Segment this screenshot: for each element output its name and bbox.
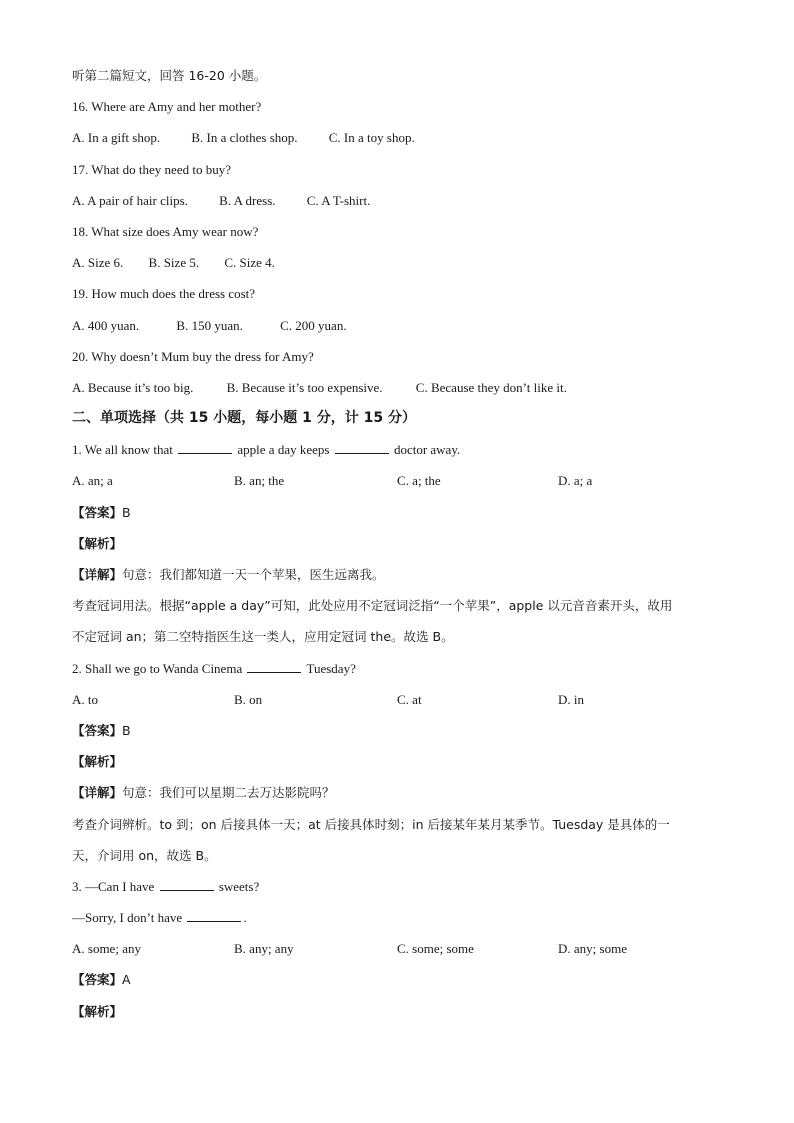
question-text: —Sorry, I don’t have [72,910,183,926]
answer-blank [335,443,389,454]
answer-line-2 [72,719,732,750]
answer-blank [160,880,214,891]
analysis-label: 【解析】 [72,535,123,551]
option-c: C. at [397,691,422,707]
answer-value: B [122,722,131,738]
detail-label: 【详解】 [72,567,123,582]
options-16 [72,126,732,157]
detail-line-1 [72,563,732,594]
option-a: A. Because it’s too big. [72,379,194,395]
options-18 [72,251,732,282]
question-text: 2. Shall we go to Wanda Cinema [72,660,243,676]
question-text: apple a day keeps [237,442,330,458]
detail-label: 【详解】 [72,785,123,801]
option-b: B. any; any [234,941,294,957]
explanation-1-line-1: 考查冠词用法。根据“apple a day”可知，此处应用不定冠词泛指“一个苹果”，apple 以元音音素开头，故用 [72,598,673,614]
option-d: D. a; a [558,473,593,489]
question-17: 17. What do they need to buy? [72,161,231,177]
question-text: 1. We all know that [72,442,173,458]
option-b: B. an; the [234,473,285,489]
answer-line-1 [72,501,732,532]
option-a: A. 400 yuan. [72,317,140,333]
option-a: A. In a gift shop. [72,130,161,146]
option-d: D. in [558,691,584,707]
analysis-label: 【解析】 [72,1003,123,1019]
mc-question-3-line-1 [72,875,732,906]
options-19 [72,314,732,345]
option-b: B. Size 5. [148,255,200,271]
question-20: 20. Why doesn’t Mum buy the dress for Amy? [72,348,314,364]
option-c: C. some; some [397,941,474,957]
answer-value: B [122,504,131,520]
option-a: A. some; any [72,941,141,957]
explanation-2-line-2: 天，介词用 on，故选 B。 [72,847,217,863]
explanation-1-line-2: 不定冠词 an；第二空特指医生这一类人，应用定冠词 the。故选 B。 [72,629,454,645]
exam-page [72,64,732,1031]
analysis-label-2 [72,750,732,781]
option-a: A. an; a [72,473,113,489]
option-c: C. In a toy shop. [328,130,415,146]
answer-line-3 [72,968,732,999]
option-c: C. 200 yuan. [280,317,347,333]
options-20 [72,376,732,407]
option-b: B. on [234,691,263,707]
question-18: 18. What size does Amy wear now? [72,223,259,239]
mc-question-3-line-2 [72,906,732,937]
analysis-label-3 [72,1000,732,1031]
listening-section-intro: 听第二篇短文，回答 16-20 小题。 [72,68,267,83]
answer-label: 【答案】 [72,972,123,988]
question-text: . [243,910,247,926]
mc-question-2 [72,657,732,688]
question-text: sweets? [218,878,260,894]
detail-line-2 [72,781,732,812]
answer-blank [247,662,301,673]
option-b: B. Because it’s too expensive. [226,379,383,395]
explanation-2-line-1: 考查介词辨析。to 到；on 后接具体一天；at 后接具体时刻；in 后接某年某月某季节。Tuesday 是具体的一 [72,816,670,832]
answer-blank [178,443,232,454]
analysis-label-1 [72,532,732,563]
option-c: C. Because they don’t like it. [415,379,567,395]
option-b: B. In a clothes shop. [191,130,298,146]
options-17 [72,189,732,220]
option-c: C. Size 4. [224,255,275,271]
question-19: 19. How much does the dress cost? [72,286,256,302]
option-a: A. A pair of hair clips. [72,192,188,208]
mc-options-1 [72,469,732,500]
option-c: C. a; the [397,473,441,489]
question-text: doctor away. [393,442,461,458]
option-b: B. A dress. [219,192,276,208]
option-a: A. to [72,691,98,707]
mc-options-2 [72,688,732,719]
answer-label: 【答案】 [72,722,123,738]
option-c: C. A T-shirt. [306,192,371,208]
mc-question-1 [72,438,732,469]
section-2-heading: 二、单项选择（共 15 小题，每小题 1 分，计 15 分） [72,410,416,427]
question-16: 16. Where are Amy and her mother? [72,99,262,115]
detail-text: 句意：我们可以星期二去万达影院吗？ [122,785,335,801]
mc-options-3 [72,937,732,968]
answer-value: A [122,972,131,988]
analysis-label: 【解析】 [72,754,123,770]
option-a: A. Size 6. [72,255,124,271]
answer-label: 【答案】 [72,504,123,520]
answer-blank [187,911,241,922]
detail-text: 句意：我们都知道一天一个苹果，医生远离我。 [122,567,385,582]
question-text: 3. —Can I have [72,878,155,894]
option-b: B. 150 yuan. [176,317,243,333]
question-text: Tuesday? [306,660,356,676]
option-d: D. any; some [558,941,627,957]
